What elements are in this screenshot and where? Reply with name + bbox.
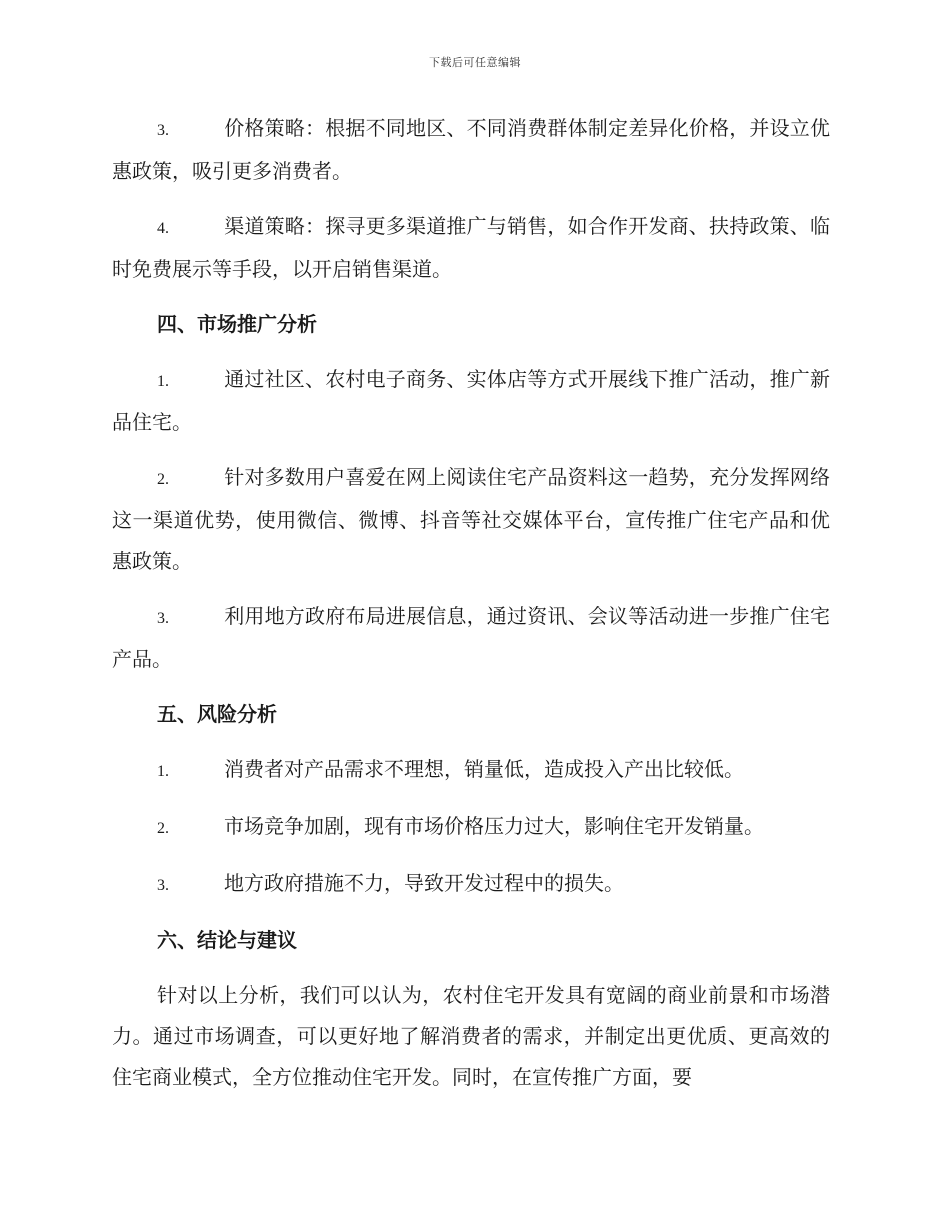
section-heading-conclusion: 六、结论与建议 (157, 928, 297, 952)
item-text: 消费者对产品需求不理想，销量低，造成投入产出比较低。 (224, 757, 744, 781)
item-text: 市场竞争加剧，现有市场价格压力过大，影响住宅开发销量。 (224, 814, 764, 838)
item-number: 3. (157, 877, 169, 894)
section-heading-risk-analysis: 五、风险分析 (157, 702, 277, 726)
list-item (112, 596, 830, 680)
item-text: 通过社区、农村电子商务、实体店等方式开展线下推广活动，推广新品住宅。 (112, 367, 830, 434)
item-text: 价格策略：根据不同地区、不同消费群体制定差异化价格，并设立优惠政策，吸引更多消费者。 (112, 116, 830, 183)
section-heading-market-promotion: 四、市场推广分析 (157, 312, 317, 336)
item-number: 4. (157, 220, 169, 237)
list-item (112, 108, 830, 192)
item-number: 3. (157, 610, 169, 627)
item-number: 1. (157, 373, 169, 390)
item-text: 利用地方政府布局进展信息，通过资讯、会议等活动进一步推广住宅产品。 (112, 604, 830, 671)
document-body (112, 108, 830, 1112)
page-header: 下载后可任意编辑 (429, 56, 521, 69)
list-item (112, 359, 830, 443)
item-text: 渠道策略：探寻更多渠道推广与销售，如合作开发商、扶持政策、临时免费展示等手段，以开启销售渠道。 (112, 214, 830, 281)
list-item (112, 206, 830, 290)
conclusion-paragraph: 针对以上分析，我们可以认为，农村住宅开发具有宽阔的商业前景和市场潜力。通过市场调查，可以更好地了解消费者的需求，并制定出更优质、更高效的住宅商业模式，全方位推动住宅开发。同时，在宣传推广方面，要 (112, 983, 830, 1089)
item-text: 地方政府措施不力，导致开发过程中的损失。 (224, 871, 624, 895)
list-item (112, 457, 830, 582)
list-item (112, 749, 830, 792)
list-item (112, 806, 830, 849)
item-number: 2. (157, 820, 169, 837)
item-number: 2. (157, 471, 169, 488)
item-number: 3. (157, 122, 169, 139)
item-number: 1. (157, 763, 169, 780)
list-item (112, 863, 830, 906)
item-text: 针对多数用户喜爱在网上阅读住宅产品资料这一趋势，充分发挥网络这一渠道优势，使用微信、微博、抖音等社交媒体平台，宣传推广住宅产品和优惠政策。 (112, 465, 830, 573)
